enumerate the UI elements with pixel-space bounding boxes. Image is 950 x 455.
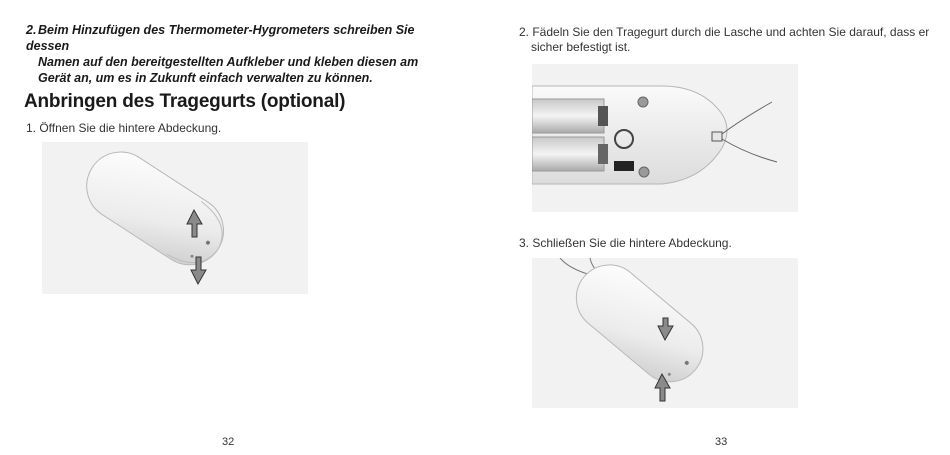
open-cover-step: 1. Öffnen Sie die hintere Abdeckung. <box>26 121 222 135</box>
page-number-left: 32 <box>222 436 235 448</box>
thread-strap-line-1: 2. Fädeln Sie den Tragegurt durch die Lasche und achten Sie darauf, dass er <box>519 25 930 39</box>
sticker-line-3: Gerät an, um es in Zukunft einfach verwalten zu können. <box>38 71 373 85</box>
thread-strap-step <box>519 25 929 55</box>
thread-strap-line-2: sicher befestigt ist. <box>531 40 631 54</box>
close-cover-step: 3. Schließen Sie die hintere Abdeckung. <box>519 236 732 250</box>
thread-strap-figure <box>532 64 798 212</box>
sticker-instruction <box>26 22 456 86</box>
right-page <box>475 0 950 455</box>
sticker-step-number: 2. <box>26 23 37 37</box>
sticker-line-2: Namen auf den bereitgestellten Aufkleber und kleben diesen am <box>38 55 419 69</box>
device-open-cover-illustration <box>42 142 308 294</box>
device-close-cover-illustration <box>532 258 798 408</box>
close-cover-figure <box>532 258 798 408</box>
section-title: Anbringen des Tragegurts (optional) <box>24 91 346 112</box>
page-number-right: 33 <box>715 436 728 448</box>
open-cover-figure <box>42 142 308 294</box>
battery-compartment-strap-illustration <box>532 64 798 212</box>
sticker-line-1: Beim Hinzufügen des Thermometer-Hygrometers schreiben Sie dessen <box>26 23 415 53</box>
